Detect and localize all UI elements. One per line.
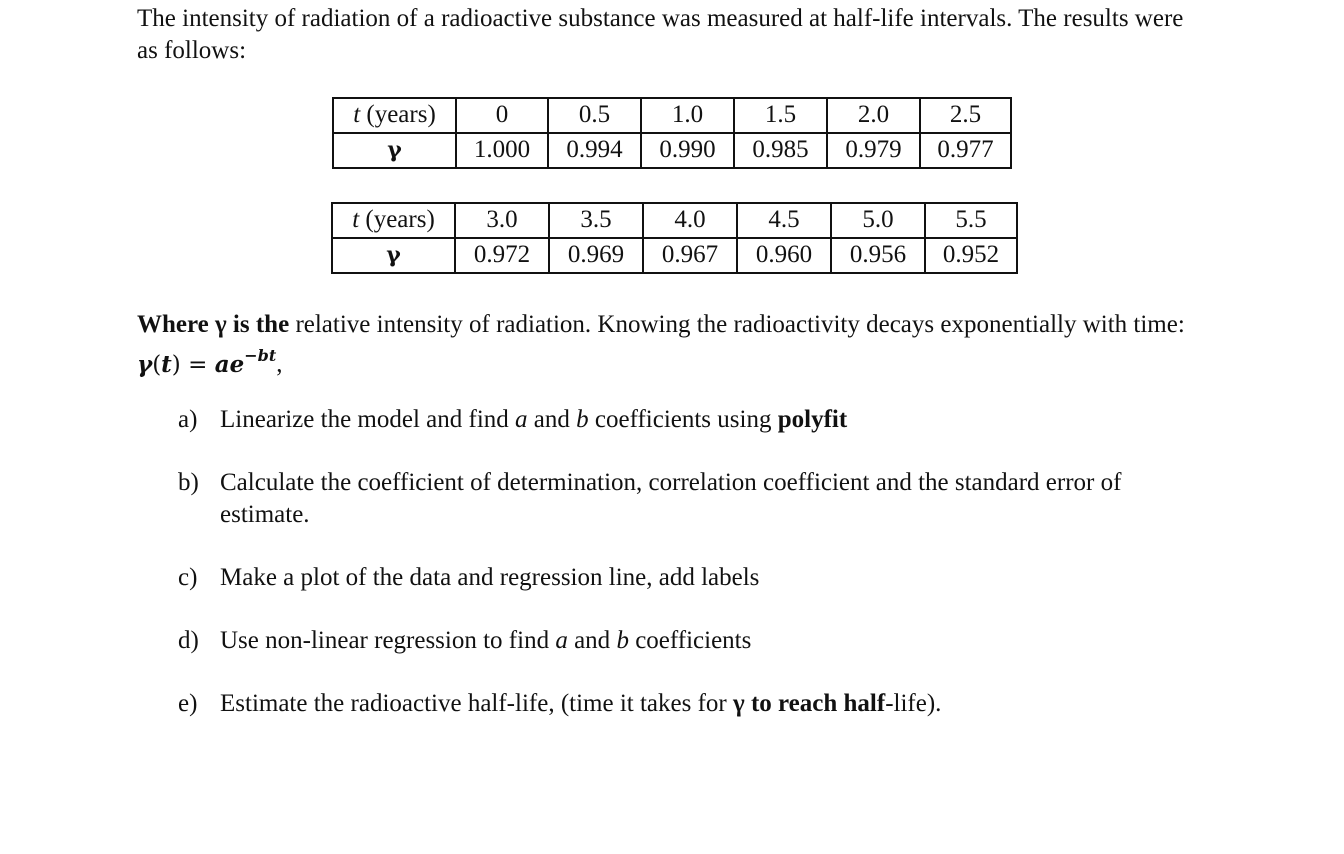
table-cell: 0.979 [827,133,920,168]
intro-paragraph: The intensity of radiation of a radioactive substance was measured at half-life intervals. The results were as follows: [137,5,1184,64]
table-row-gamma [333,133,1011,168]
data-table-1 [332,97,1012,169]
t-symbol: t [352,206,360,233]
question-b [178,467,1208,531]
table-cell: 0.956 [831,238,925,273]
var-b: b [576,406,589,433]
table-cell: 0.952 [925,238,1017,273]
table-cell: 0.969 [549,238,643,273]
question-list [178,404,1208,720]
table-cell: 0.5 [548,98,641,133]
data-table-2 [331,202,1018,274]
eq-rhs: ae [214,350,245,378]
eq-lhs: γ [137,350,153,378]
table-cell: 0.960 [737,238,831,273]
question-text: Use non-linear regression to find [220,627,556,654]
table-cell: 5.0 [831,203,925,238]
table-cell: 4.5 [737,203,831,238]
table-cell: 4.0 [643,203,737,238]
polyfit-keyword: polyfit [777,406,848,433]
eq-open: ( [152,351,162,378]
table-cell: 0.977 [920,133,1011,168]
question-text: coefficients using [588,406,778,433]
row-label-gamma: γ [333,133,456,168]
table-row-t [332,203,1017,238]
question-letter: c) [178,564,198,591]
t-unit: (years) [360,101,436,128]
model-description [137,308,1197,382]
table-cell: 1.0 [641,98,734,133]
question-letter: d) [178,627,199,654]
question-text: and [567,627,617,654]
eq-equals: = [180,351,215,378]
question-letter: b) [178,469,199,496]
question-text: Make a plot of the data and regression line, add labels [220,564,760,591]
question-a [178,404,1208,436]
table-cell: 3.0 [455,203,549,238]
question-text: and [527,406,577,433]
var-a: a [515,406,528,433]
table-cell: 1.5 [734,98,827,133]
table-row-gamma [332,238,1017,273]
row-label-t [333,98,456,133]
question-text: -life). [885,690,942,717]
question-e [178,688,1208,720]
question-text: Calculate the coefficient of determination, correlation coefficient and the standard error of estimate. [220,469,1122,528]
row-label-t [332,203,455,238]
table-cell: 2.5 [920,98,1011,133]
question-letter: e) [178,690,198,717]
description-bold-prefix: Where γ is the [137,311,290,338]
table-cell: 0.985 [734,133,827,168]
table-cell: 5.5 [925,203,1017,238]
description-trail: , [276,350,283,378]
eq-exponent: −bt [244,346,277,365]
table-cell: 0.972 [455,238,549,273]
table-cell: 1.000 [456,133,548,168]
question-text: coefficients [628,627,752,654]
t-unit: (years) [359,206,435,233]
description-text: relative intensity of radiation. Knowing the radioactivity decays exponentially with time: [289,311,1185,338]
table-cell: 3.5 [549,203,643,238]
row-label-gamma: γ [332,238,455,273]
question-text: Linearize the model and find [220,406,516,433]
table-cell: 0 [456,98,548,133]
question-d [178,625,1208,657]
question-c [178,562,1208,594]
eq-var: t [161,350,172,378]
model-equation [137,346,277,378]
table-cell: 0.967 [643,238,737,273]
table-cell: 2.0 [827,98,920,133]
var-b: b [616,627,629,654]
table-cell: 0.990 [641,133,734,168]
t-symbol: t [353,101,361,128]
question-bold-text: γ to reach half [733,690,886,717]
question-letter: a) [178,406,198,433]
table-cell: 0.994 [548,133,641,168]
eq-close: ) [171,351,181,378]
var-a: a [555,627,568,654]
table-row-t [333,98,1011,133]
question-text: Estimate the radioactive half-life, (time it takes for [220,690,733,717]
